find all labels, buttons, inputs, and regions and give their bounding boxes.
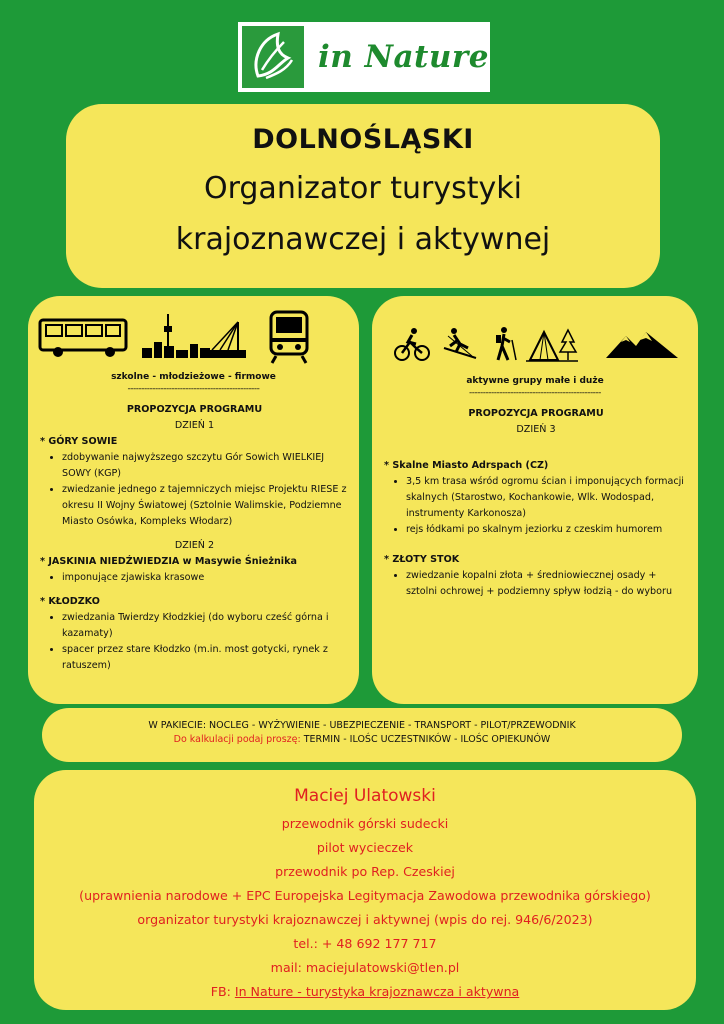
calculation-request xyxy=(42,734,682,745)
section-jaskinia xyxy=(40,554,349,570)
list-item: • zwiedzanie jednego z tajemniczych miejsc Projektu RIESE z okresu II Wojny Światowej (Sztolnie Walimskie, Podziemne Miasto Osówka, Kompleks Włodarz) xyxy=(62,482,349,530)
region-title: DOLNOŚLĄSKI xyxy=(252,124,474,155)
list-item: • 3,5 km trasa wśród ogromu ścian i imponujących formacji skalnych (Starostwo, Kochankowie, Wlk. Wodospad, instrumenty Karkonosza) xyxy=(406,474,688,522)
klodzko-list xyxy=(40,610,349,674)
jaskinia-list xyxy=(40,570,349,586)
contact-role: przewodnik po Rep. Czeskiej xyxy=(275,864,455,879)
bus-icon xyxy=(38,318,130,360)
list-item: • zwiedzania Twierdzy Kłodzkiej (do wyboru cześć górna i kazamaty) xyxy=(62,610,349,642)
left-program-title: PROPOZYCJA PROGRAMU xyxy=(126,404,263,415)
facebook-label: FB: xyxy=(210,984,235,999)
left-program-panel xyxy=(28,296,359,704)
city-skyline-icon xyxy=(140,312,250,360)
section-adrspach: * Skalne Miasto Adrspach (CZ) xyxy=(384,460,549,471)
gory-sowie-list xyxy=(40,450,349,530)
main-title-line1: Organizator turystyki xyxy=(203,171,523,206)
section-zloty-stok: * ZŁOTY STOK xyxy=(384,554,460,565)
train-icon xyxy=(268,310,310,364)
facebook-link[interactable]: In Nature - turystyka krajoznawcza i aktywna xyxy=(234,984,520,999)
main-title-line2: krajoznawczej i aktywnej xyxy=(175,222,551,257)
skier-icon xyxy=(442,326,478,362)
contact-facebook xyxy=(34,980,696,1004)
contact-phone[interactable]: tel.: + 48 692 177 717 xyxy=(293,936,437,951)
contact-role: organizator turystyki krajoznawczej i aktywnej (wpis do rej. 946/6/2023) xyxy=(137,912,593,927)
mountains-icon xyxy=(604,330,680,360)
calculation-label: Do kalkulacji podaj proszę: xyxy=(173,734,301,745)
day1-label: DZIEŃ 1 xyxy=(174,420,215,431)
right-subtitle: aktywne grupy małe i duże xyxy=(466,376,604,386)
list-item: • zdobywanie najwyższego szczytu Gór Sowich WIELKIEJ SOWY (KGP) xyxy=(62,450,349,482)
logo xyxy=(238,22,490,92)
day3-label: DZIEŃ 3 xyxy=(516,424,556,435)
calculation-fields: TERMIN - ILOŚC UCZESTNIKÓW - ILOŚC OPIEKUNÓW xyxy=(300,734,551,745)
contact-panel xyxy=(34,770,696,1010)
hiker-icon xyxy=(490,326,520,362)
logo-text: in Nature xyxy=(318,39,489,75)
list-item: • zwiedzanie kopalni złota + średniowiecznej osady + sztolni ochrowej + podziemny spływ łodzią - do wyboru xyxy=(406,568,688,600)
title-panel xyxy=(66,104,660,288)
contact-email[interactable]: mail: maciejulatowski@tlen.pl xyxy=(270,960,460,975)
package-panel xyxy=(42,708,682,762)
left-separator: ------------------------------------------------ xyxy=(127,384,260,394)
section-gory-sowie: * GÓRY SOWIE xyxy=(40,436,118,447)
section-jaskinia-name: * JASKINIA NIEDŹWIEDZIA xyxy=(40,556,180,567)
right-program-panel xyxy=(372,296,698,704)
list-item: • rejs łódkami po skalnym jeziorku z czeskim humorem xyxy=(406,522,688,538)
list-item: • imponujące zjawiska krasowe xyxy=(62,570,349,586)
day2-label: DZIEŃ 2 xyxy=(174,540,215,551)
contact-role: pilot wycieczek xyxy=(316,840,414,855)
contact-role: przewodnik górski sudecki xyxy=(281,816,449,831)
right-separator: ------------------------------------------------ xyxy=(469,388,601,398)
package-includes: W PAKIECIE: NOCLEG - WYŻYWIENIE - UBEZPIECZENIE - TRANSPORT - PILOT/PRZEWODNIK xyxy=(148,720,576,731)
right-program-content xyxy=(384,406,688,600)
adrspach-list xyxy=(384,474,688,538)
cyclist-icon xyxy=(394,326,430,362)
section-jaskinia-location: w Masywie Śnieżnika xyxy=(179,556,297,567)
zloty-stok-list xyxy=(384,568,688,600)
left-program-content xyxy=(40,402,349,674)
contact-name: Maciej Ulatowski xyxy=(294,786,436,806)
contact-role: (uprawnienia narodowe + EPC Europejska Legitymacja Zawodowa przewodnika górskiego) xyxy=(79,888,651,903)
camping-icon xyxy=(526,326,578,364)
section-klodzko: * KŁODZKO xyxy=(40,596,100,607)
list-item: • spacer przez stare Kłodzko (m.in. most gotycki, rynek z ratuszem) xyxy=(62,642,349,674)
leaf-logo-icon xyxy=(242,26,304,88)
right-program-title: PROPOZYCJA PROGRAMU xyxy=(468,408,604,419)
left-subtitle: szkolne - młodzieżowe - firmowe xyxy=(111,372,276,382)
